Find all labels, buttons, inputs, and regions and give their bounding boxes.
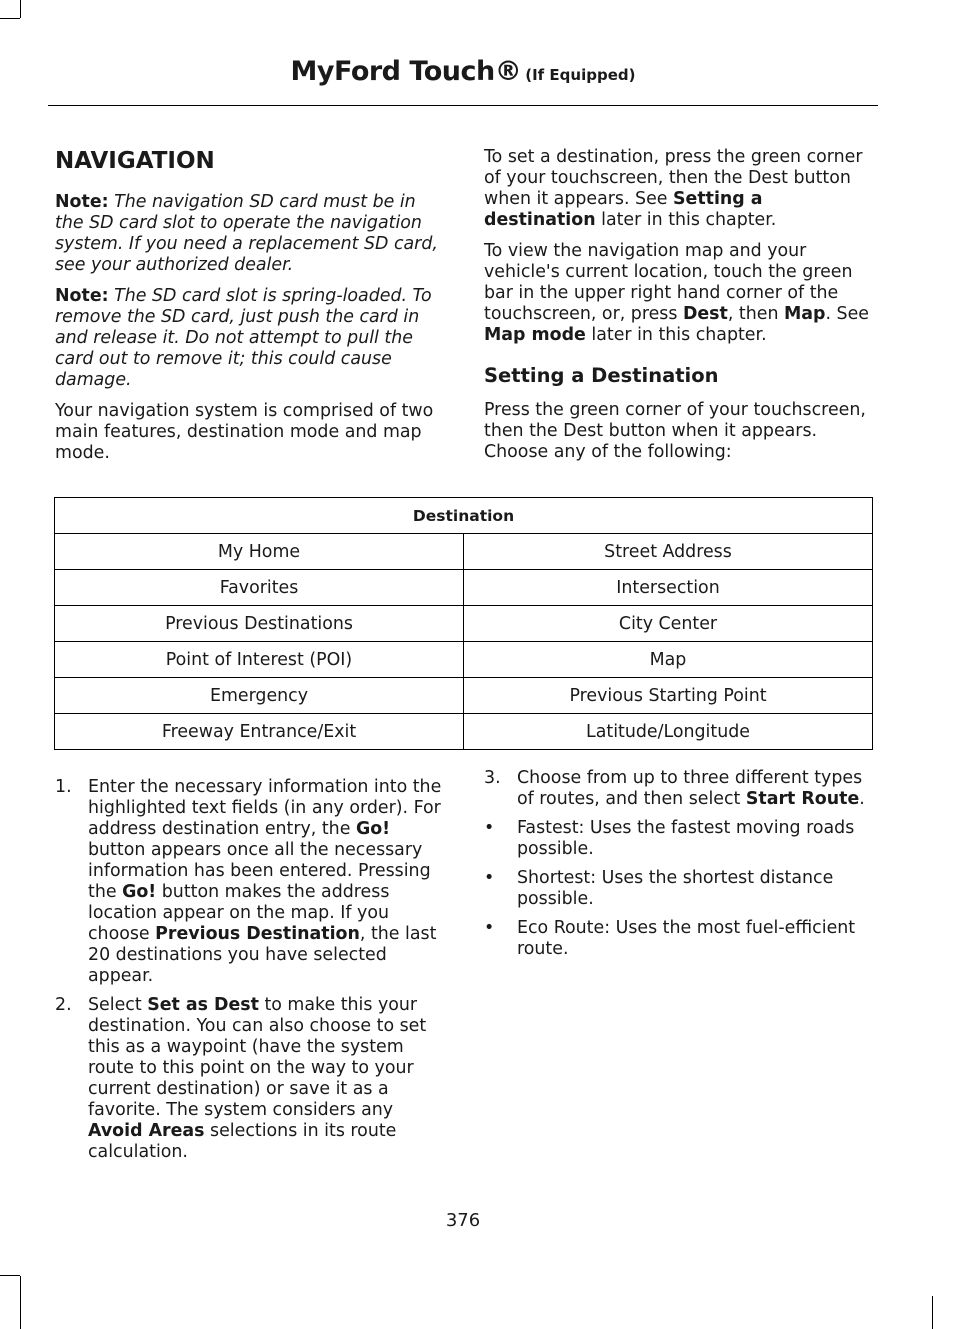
crop-mark [20,0,21,18]
button-reference: Avoid Areas [88,1121,205,1141]
header-divider [48,105,878,106]
table-cell: Previous Destinations [55,606,464,642]
crop-mark [0,18,20,19]
cross-reference: Map mode [484,325,586,345]
subsection-heading: Setting a Destination [484,364,719,387]
bullet-text: Eco Route: Uses the most fuel-efficient route. [517,918,856,959]
text-run: button appears once all the necessary information has been entered. Pressing the [88,840,431,902]
table-cell: Map [464,642,873,678]
text-run: selections in its route calculation. [88,1121,397,1162]
text-run: later in this chapter. [595,210,777,230]
bullet-text: Fastest: Uses the fastest moving roads possible. [517,818,855,859]
section-heading: NAVIGATION [55,148,215,174]
list-item [55,777,447,987]
text-run: Enter the necessary information into the highlighted text fields (in any order). For address destination entry, the [88,777,442,839]
text-run: , then [727,304,784,324]
header-title: MyFord Touch® [290,56,522,87]
text-run: later in this chapter. [585,325,767,345]
note-label: Note: [55,286,109,306]
table-cell: Point of Interest (POI) [55,642,464,678]
table-row [55,606,873,642]
table-row [55,678,873,714]
text-run: To set a destination, press the green corner of your touchscreen, then the Dest button when it appears. See [484,147,863,209]
text-run: Choose from up to three different types of routes, and then select [517,768,863,809]
list-item [484,868,874,910]
bullet-text: Shortest: Uses the shortest distance possible. [517,868,834,909]
table-row [55,534,873,570]
steps-list-right [484,768,874,968]
cross-reference: Setting a destination [484,189,763,230]
note-paragraph [55,192,447,276]
text-run: To view the navigation map and your vehicle's current location, touch the green bar in the upper right hand corner of the touchscreen, or, press [484,241,853,324]
table-cell: Previous Starting Point [464,678,873,714]
button-reference: Set as Dest [147,995,259,1015]
list-item [484,768,874,810]
crop-mark [0,1275,20,1276]
button-reference: Previous Destination [155,924,360,944]
note-paragraph [55,286,447,391]
crop-mark [20,1276,21,1329]
text-run: . See [825,304,869,324]
right-column [484,147,874,473]
table-cell: City Center [464,606,873,642]
list-item [484,918,874,960]
table-row [55,570,873,606]
text-run: . [859,789,865,809]
button-reference: Dest [682,304,728,324]
left-column [55,146,447,474]
table-cell: Freeway Entrance/Exit [55,714,464,750]
body-paragraph [484,147,874,231]
text-run: button makes the address location appear on the map. If you choose [88,882,390,944]
button-reference: Start Route [745,789,860,809]
table-cell: Emergency [55,678,464,714]
note-text: The SD card slot is spring-loaded. To remove the SD card, just push the card in and release it. Do not attempt to pull the card out to remove it; this could cause damage. [55,286,432,390]
table-cell: Street Address [464,534,873,570]
body-paragraph: Press the green corner of your touchscreen, then the Dest button when it appears. Choose any of the following: [484,400,866,462]
list-item [484,818,874,860]
button-reference: Go! [122,882,157,902]
table-cell: Favorites [55,570,464,606]
note-text: The navigation SD card must be in the SD card slot to operate the navigation system. If you need a replacement SD card, see your authorized dealer. [55,192,438,275]
page-header [48,56,878,87]
step-number: 2. [55,995,72,1015]
destination-table [54,497,873,750]
step-number: 1. [55,777,72,797]
text-run: to make this your destination. You can also choose to set this as a waypoint (have the system route to this point on the way to your current destination) or save it as a favorite. The system considers any [88,995,427,1120]
text-run: , the last 20 destinations you have selected appear. [88,924,437,986]
crop-mark [932,1296,933,1329]
table-row [55,714,873,750]
button-reference: Map [784,304,826,324]
header-subtitle: (If Equipped) [525,66,636,84]
table-cell: My Home [55,534,464,570]
body-paragraph: Your navigation system is comprised of two main features, destination mode and map mode. [55,401,434,463]
step-number: 3. [484,768,501,788]
list-item [55,995,447,1163]
table-cell: Intersection [464,570,873,606]
table-row [55,642,873,678]
table-cell: Latitude/Longitude [464,714,873,750]
page-number: 376 [445,1210,481,1231]
table-header: Destination [55,498,873,534]
note-label: Note: [55,192,109,212]
text-run: Select [88,995,148,1015]
steps-list-left [55,777,447,1171]
table-header-row [55,498,873,534]
button-reference: Go! [355,819,391,839]
bullet-icon: • [484,868,495,888]
bullet-icon: • [484,818,495,838]
body-paragraph [484,241,874,346]
bullet-icon: • [484,918,495,938]
